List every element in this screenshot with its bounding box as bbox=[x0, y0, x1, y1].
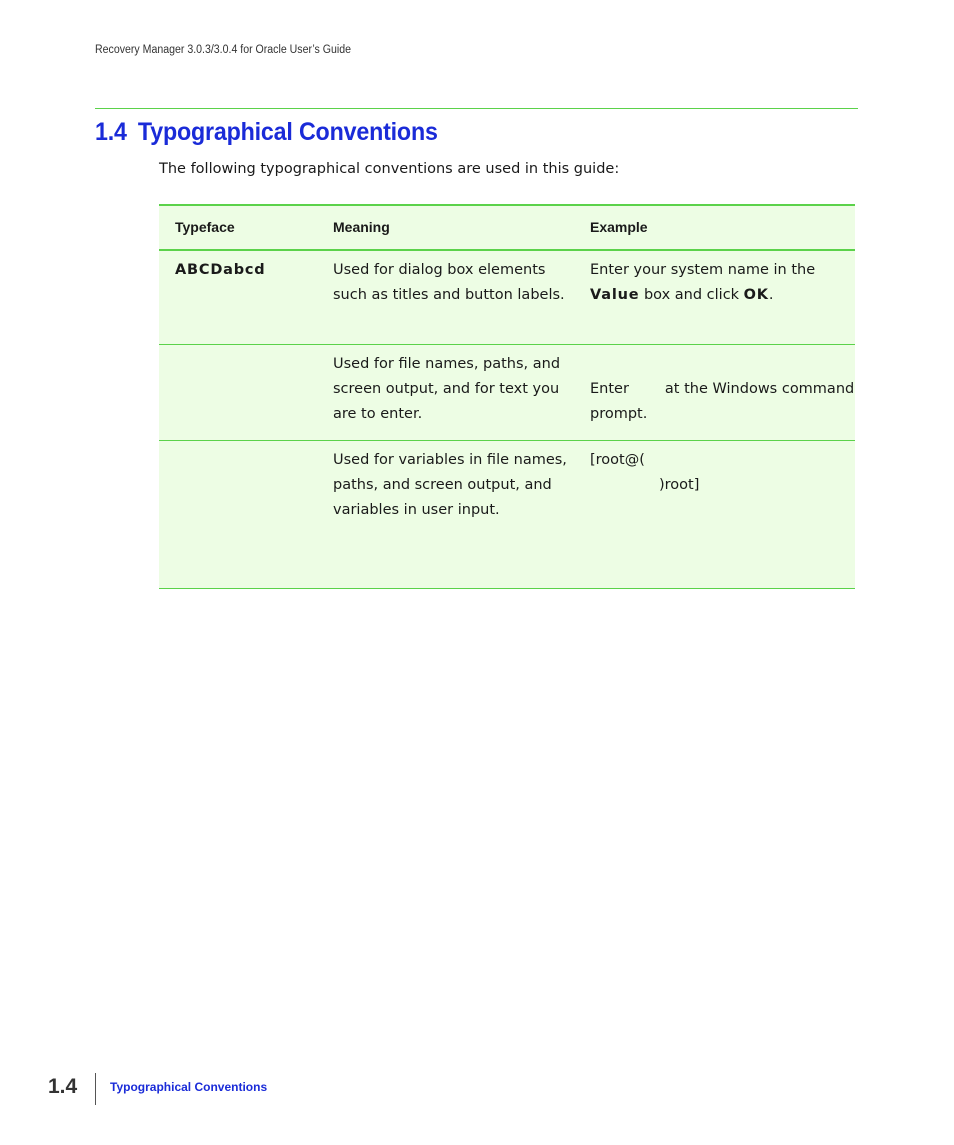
example-line: [root@( bbox=[590, 452, 645, 468]
typeface-cell bbox=[159, 345, 317, 441]
intro-paragraph: The following typographical conventions are used in this guide: bbox=[159, 161, 620, 177]
example-text-block bbox=[590, 352, 855, 427]
example-text: . bbox=[768, 287, 774, 303]
section-number: 1.4 bbox=[95, 118, 127, 146]
running-header: Recovery Manager 3.0.3/3.0.4 for Oracle User’s Guide bbox=[95, 44, 352, 56]
example-text: Enter your system name in the bbox=[590, 262, 816, 278]
top-divider bbox=[95, 108, 858, 109]
example-line: )root] bbox=[659, 477, 700, 493]
example-text: Enter bbox=[590, 381, 629, 397]
column-header-typeface: Typeface bbox=[159, 205, 317, 250]
example-cell bbox=[574, 441, 855, 589]
example-cell bbox=[574, 345, 855, 441]
meaning-cell: Used for variables in file names, paths, and screen output, and variables in user input. bbox=[317, 441, 574, 589]
section-title bbox=[95, 118, 438, 147]
meaning-cell: Used for dialog box elements such as titles and button labels. bbox=[317, 250, 574, 345]
table-header-row bbox=[159, 205, 855, 250]
example-bold-label: Value bbox=[590, 287, 640, 303]
table-row bbox=[159, 250, 855, 345]
column-header-example: Example bbox=[574, 205, 855, 250]
example-cell bbox=[574, 250, 855, 345]
example-text: box and click bbox=[639, 287, 744, 303]
footer-section-title: Typographical Conventions bbox=[110, 1080, 268, 1094]
typeface-sample: ABCDabcd bbox=[175, 262, 266, 278]
example-text: at the Windows command prompt. bbox=[590, 381, 855, 422]
page-number: 1.4 bbox=[48, 1075, 78, 1098]
typeface-cell bbox=[159, 441, 317, 589]
typeface-cell bbox=[159, 250, 317, 345]
table-row bbox=[159, 345, 855, 441]
column-header-meaning: Meaning bbox=[317, 205, 574, 250]
meaning-cell: Used for file names, paths, and screen output, and for text you are to enter. bbox=[317, 345, 574, 441]
footer-divider bbox=[95, 1073, 96, 1105]
conventions-table bbox=[159, 204, 855, 589]
table-row bbox=[159, 441, 855, 589]
example-bold-label: OK bbox=[743, 287, 769, 303]
section-title-text: Typographical Conventions bbox=[137, 118, 438, 146]
